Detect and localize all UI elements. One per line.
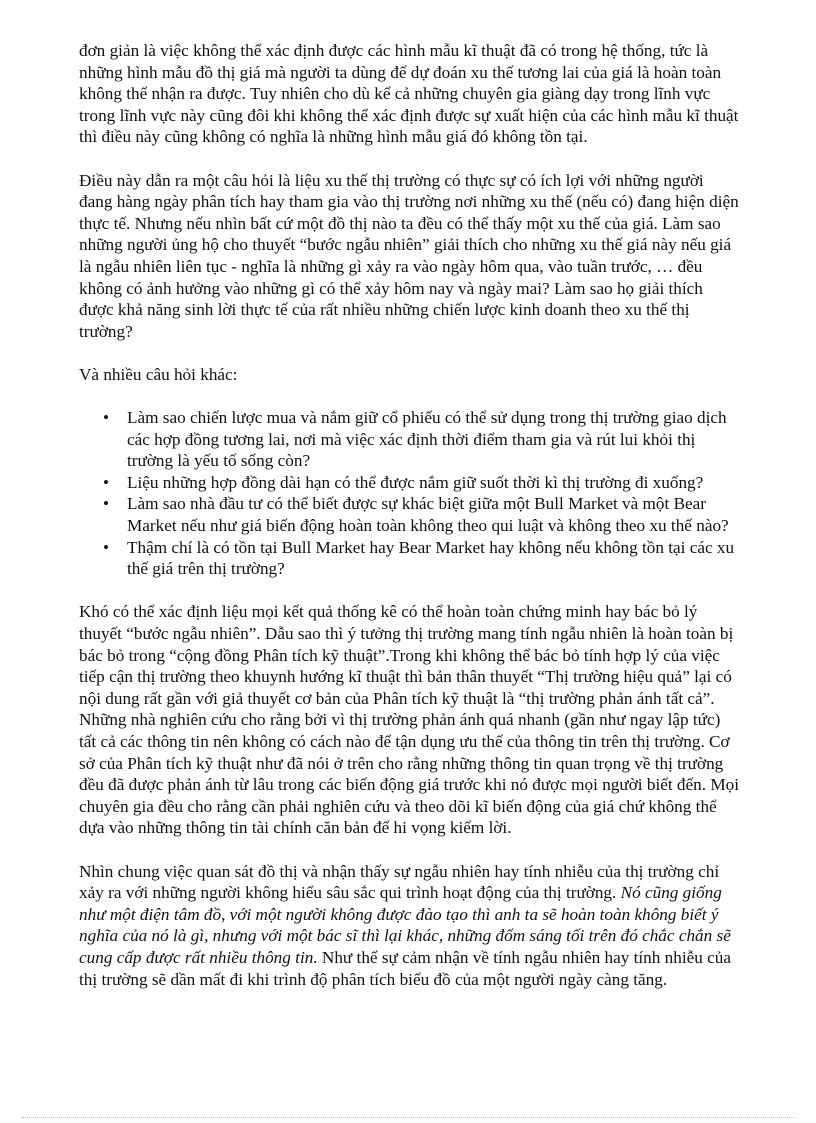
paragraph-3: Và nhiều câu hỏi khác: (79, 364, 238, 384)
list-item (103, 472, 739, 494)
list-item (103, 537, 739, 580)
paragraph-5-start: Nhìn chung việc quan sát đồ thị và nhận thấy sự ngẫu nhiên hay tính nhiễu của thị trường chỉ xảy ra với những người không hiểu sâu sắc qui trình hoạt động của thị trường. (79, 861, 720, 903)
question-list (79, 407, 739, 580)
list-item-text: Thậm chí là có tồn tại Bull Market hay Bear Market hay không nếu không tồn tại các xu thế giá trên thị trường? (127, 537, 735, 579)
list-item-text: Làm sao nhà đầu tư có thể biết được sự khác biệt giữa một Bull Market và một Bear Market nếu như giá biến động hoàn toàn không theo qui luật và không theo xu thế nào? (127, 494, 729, 536)
document-page (79, 40, 739, 1012)
paragraph-4: Khó có thể xác định liệu mọi kết quả thống kê có thể hoàn toàn chứng minh hay bác bỏ lý thuyết “bước ngẫu nhiên”. Dẫu sao thì ý tưởng thị trường mang tính ngẫu nhiên là hoàn toàn bị bác bỏ trong “cộng đồng Phân tích kỹ thuật”.Trong khi không thể bác bỏ tính hợp lý của việc tiếp cận thị trường theo khuynh hướng kĩ thuật thì bản thân thuyết “Thị trường hiệu quả” lại có nội dung rất gần với giả thuyết cơ bản của Phân tích kỹ thuật là “thị trường phản ánh tất cả”. Những nhà nghiên cứu cho rằng bởi vì thị trường phản ánh quá nhanh (gần như ngay lập tức) tất cả các thông tin nên không có cách nào để tận dụng ưu thế của thông tin trên thị trường. Cơ sở của Phân tích kỹ thuật như đã nói ở trên cho rằng những thông tin quan trọng về thị trường đều đã được phản ánh từ lâu trong các biến động giá trước khi nó được mọi người biết đến. Mọi chuyên gia đều cho rằng cần phải nghiên cứu và theo dõi kĩ biến động của giá chứ không thể dựa vào những thông tin tài chính căn bản để hi vọng kiếm lời. (79, 602, 739, 838)
bullet-icon: • (103, 494, 110, 514)
page-bottom-divider (22, 1117, 794, 1118)
paragraph-5 (79, 861, 739, 991)
list-item (103, 407, 739, 472)
bullet-icon: • (103, 408, 110, 428)
list-item-text: Làm sao chiến lược mua và nắm giữ cổ phiếu có thể sử dụng trong thị trường giao dịch các hợp đồng tương lai, nơi mà việc xác định thời điểm tham gia và rút lui khỏi thị trường là yếu tố sống còn? (127, 408, 727, 471)
bullet-icon: • (103, 537, 110, 557)
bullet-icon: • (103, 472, 110, 492)
paragraph-1: đơn giản là việc không thể xác định được các hình mẫu kĩ thuật đã có trong hệ thống, tức là những hình mẫu đồ thị giá mà người ta dùng để dự đoán xu thế tương lai của giá là hoàn toàn không thể nhận ra được. Tuy nhiên cho dù kể cả những chuyên gia giàng dạy trong lĩnh vực trong lĩnh vực này cũng đôi khi không thể xác định được sự xuất hiện của các hình mẫu kĩ thuật thì điều này cũng không có nghĩa là những hình mẫu giá đó không tồn tại. (79, 41, 739, 147)
paragraph-2: Điều này dẫn ra một câu hỏi là liệu xu thế thị trường có thực sự có ích lợi với những người đang hàng ngày phân tích hay tham gia vào thị trường nơi những xu thế (nếu có) đang hiện diện thực tế. Nhưng nếu nhìn bất cứ một đồ thị nào ta đều có thể thấy một xu thế của giá. Làm sao những người ủng hộ cho thuyết “bước ngẫu nhiên” giải thích cho những xu thế giá này nếu giá là ngẫu nhiên liên tục - nghĩa là những gì xảy ra vào ngày hôm qua, vào tuần trước, … đều không có ảnh hưởng vào những gì có thể xảy hôm nay và ngày mai? Làm sao họ giải thích được khả năng sinh lời thực tế của rất nhiều những chiến lược kinh doanh theo xu thế thị trường? (79, 170, 739, 341)
paragraph-5-italic: Nó cũng giống như một điện tâm đồ, với một người không được đào tạo thì anh ta sẽ hoàn toàn không biết ý nghĩa của nó là gì, nhưng với một bác sĩ thì lại khác, những đốm sáng tối trên đó chắc chắn sẽ cung cấp được rất nhiều thông tin. (79, 883, 731, 967)
paragraph-5-end: Như thế sự cảm nhận về tính ngẫu nhiên hay tính nhiễu của thị trường sẽ dần mất đi khi trình độ phân tích biểu đồ của một người ngày càng tăng. (79, 947, 731, 989)
list-item-text: Liệu những hợp đồng dài hạn có thể được nắm giữ suốt thời kì thị trường đi xuống? (127, 472, 704, 492)
list-item (103, 493, 739, 536)
